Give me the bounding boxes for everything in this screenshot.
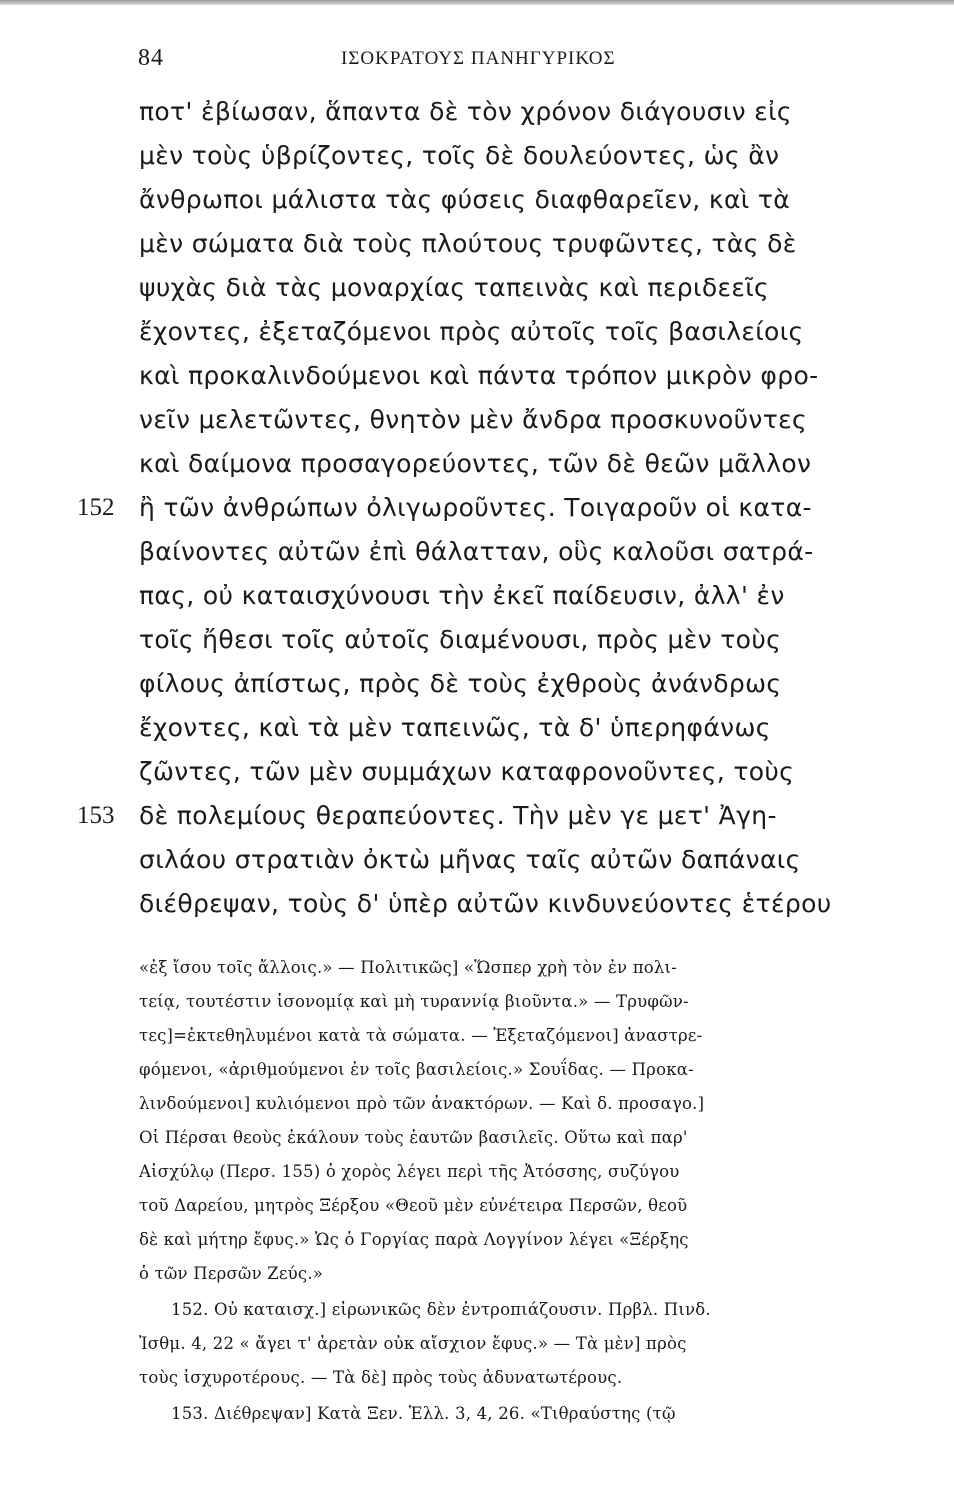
note-line: «ἐξ ἴσου τοῖς ἄλλοις.» — Πολιτικῶς] «Ὥσπερ χρὴ τὸν ἐν πολι- bbox=[139, 958, 677, 977]
main-text-line: μὲν τοὺς ὑβρίζοντες, τοῖς δὲ δουλεύοντες, ὡς ἂν bbox=[139, 141, 780, 170]
section-number: 153 bbox=[77, 802, 115, 829]
main-text-line: ἔχοντες, καὶ τὰ μὲν ταπεινῶς, τὰ δ' ὑπερηφάνως bbox=[139, 713, 771, 742]
main-text-line: μὲν σώματα διὰ τοὺς πλούτους τρυφῶντες, τὰς δὲ bbox=[139, 229, 797, 258]
note-line: Ἰσθμ. 4, 22 « ἄγει τ' ἀρετὰν οὐκ αἴσχιον ἔφυς.» — Τὰ μὲν] πρὸς bbox=[139, 1334, 687, 1353]
main-text-line: σιλάου στρατιὰν ὀκτὼ μῆνας ταῖς αὐτῶν δαπάναις bbox=[139, 845, 801, 874]
section-number: 152 bbox=[77, 494, 115, 521]
main-text-line: νεῖν μελετῶντες, θνητὸν μὲν ἄνδρα προσκυνοῦντες bbox=[139, 405, 808, 434]
page-number: 84 bbox=[138, 45, 164, 71]
main-text-line: καὶ προκαλινδούμενοι καὶ πάντα τρόπον μικρὸν φρο- bbox=[139, 361, 819, 390]
running-head: ΙΣΟΚΡΑΤΟΥΣ ΠΑΝΗΓΥΡΙΚΟΣ bbox=[341, 48, 616, 69]
note-line: δὲ καὶ μήτηρ ἔφυς.» Ὡς ὁ Γοργίας παρὰ Λογγίνον λέγει «Ξέρξης bbox=[139, 1230, 689, 1249]
main-text-line: ζῶντες, τῶν μὲν συμμάχων καταφρονοῦντες, τοὺς bbox=[139, 757, 795, 786]
note-line: 153. Διέθρεψαν] Κατὰ Ξεν. Ἑλλ. 3, 4, 26. «Τιθραύστης (τῷ bbox=[171, 1404, 676, 1423]
note-line: τοὺς ἰσχυροτέρους. — Τὰ δὲ] πρὸς τοὺς ἀδυνατωτέρους. bbox=[139, 1368, 623, 1387]
note-line: φόμενοι, «ἀριθμούμενοι ἐν τοῖς βασιλείοις.» Σουΐδας. — Προκα- bbox=[139, 1060, 694, 1079]
main-text-line: πας, οὐ καταισχύνουσι τὴν ἐκεῖ παίδευσιν, ἀλλ' ἐν bbox=[139, 581, 785, 610]
note-line: Οἱ Πέρσαι θεοὺς ἐκάλουν τοὺς ἑαυτῶν βασιλεῖς. Οὕτω καὶ παρ' bbox=[139, 1128, 688, 1147]
note-line: τείᾳ, τουτέστιν ἰσονομίᾳ καὶ μὴ τυραννίᾳ βιοῦντα.» — Τρυφῶν- bbox=[139, 992, 689, 1011]
main-text-line: βαίνοντες αὐτῶν ἐπὶ θάλατταν, οὓς καλοῦσι σατρά- bbox=[139, 537, 814, 566]
note-line: Αἰσχύλῳ (Περσ. 155) ὁ χορὸς λέγει περὶ τῆς Ἀτόσσης, συζύγου bbox=[139, 1162, 680, 1181]
note-line: λινδούμενοι] κυλιόμενοι πρὸ τῶν ἀνακτόρων. — Καὶ δ. προσαγο.] bbox=[139, 1094, 705, 1113]
main-text-line: φίλους ἀπίστως, πρὸς δὲ τοὺς ἐχθροὺς ἀνάνδρως bbox=[139, 669, 782, 698]
note-line: 152. Οὐ καταισχ.] εἰρωνικῶς δὲν ἐντροπιάζουσιν. Πρβλ. Πινδ. bbox=[171, 1300, 711, 1319]
main-text-line: ἔχοντες, ἐξεταζόμενοι πρὸς αὐτοῖς τοῖς βασιλείοις bbox=[139, 317, 804, 346]
main-text-line: τοῖς ἤθεσι τοῖς αὐτοῖς διαμένουσι, πρὸς μὲν τοὺς bbox=[139, 625, 782, 654]
main-text-line: καὶ δαίμονα προσαγορεύοντες, τῶν δὲ θεῶν μᾶλλον bbox=[139, 449, 812, 478]
main-text-line: διέθρεψαν, τοὺς δ' ὑπὲρ αὐτῶν κινδυνεύοντες ἑτέρου bbox=[139, 889, 832, 918]
note-line: τες]=ἐκτεθηλυμένοι κατὰ τὰ σώματα. — Ἐξεταζόμενοι] ἀναστρε- bbox=[139, 1026, 703, 1045]
note-line: ὁ τῶν Περσῶν Ζεύς.» bbox=[139, 1264, 324, 1283]
top-edge-rule bbox=[0, 0, 954, 5]
main-text-line: ἢ τῶν ἀνθρώπων ὀλιγωροῦντες. Τοιγαροῦν οἱ κατα- bbox=[139, 493, 812, 522]
main-text-line: ἄνθρωποι μάλιστα τὰς φύσεις διαφθαρεῖεν, καὶ τὰ bbox=[139, 185, 791, 214]
main-text-line: ποτ' ἐβίωσαν, ἅπαντα δὲ τὸν χρόνον διάγουσιν εἰς bbox=[139, 97, 792, 126]
main-text-line: ψυχὰς διὰ τὰς μοναρχίας ταπεινὰς καὶ περιδεεῖς bbox=[139, 273, 770, 302]
note-line: τοῦ Δαρείου, μητρὸς Ξέρξου «Θεοῦ μὲν εὐνέτειρα Περσῶν, θεοῦ bbox=[139, 1196, 688, 1215]
main-text-line: δὲ πολεμίους θεραπεύοντες. Τὴν μὲν γε μετ' Ἀγη- bbox=[139, 801, 777, 830]
